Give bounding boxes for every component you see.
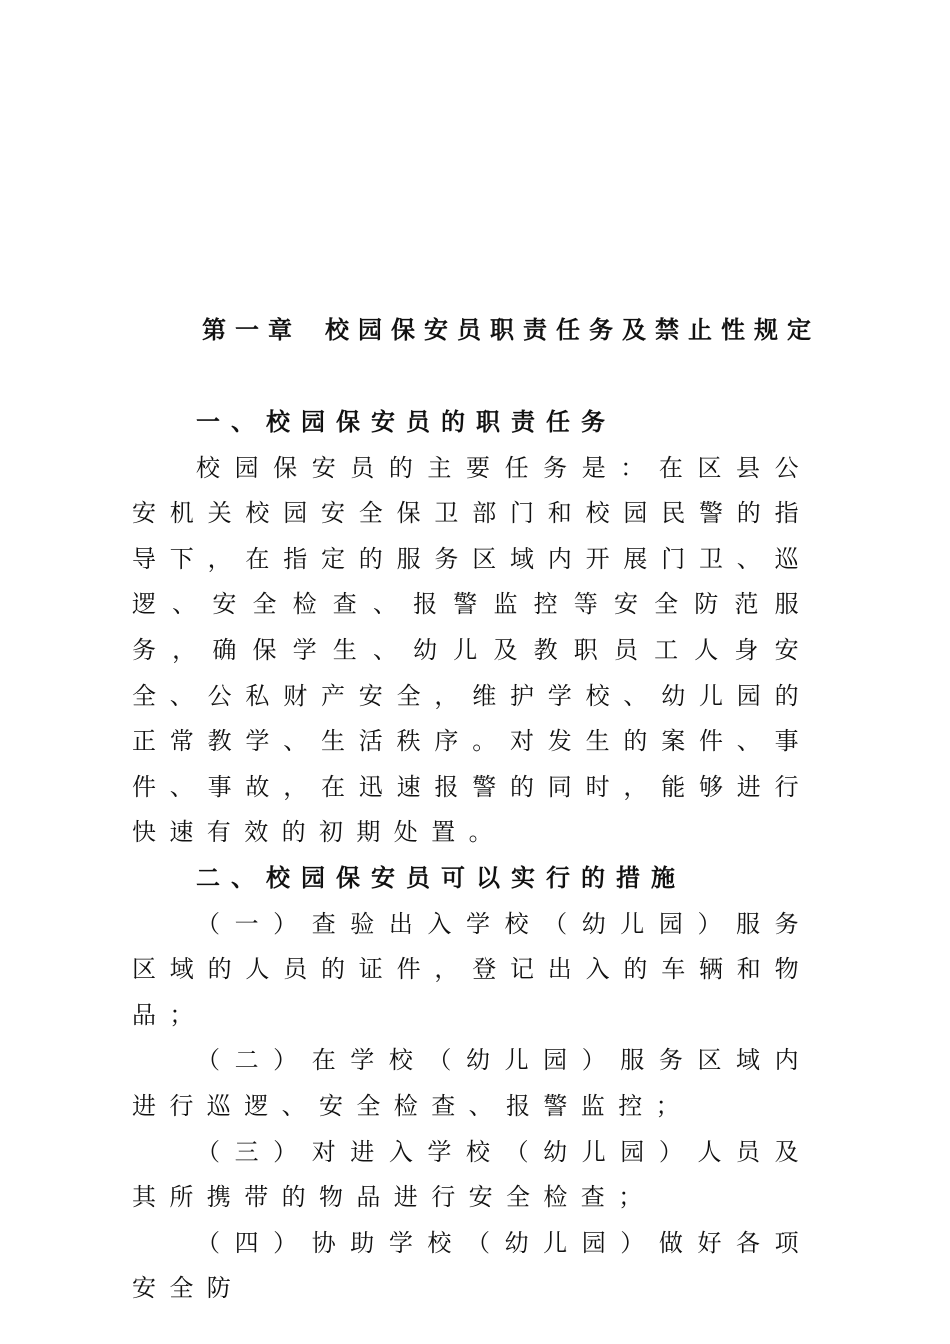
- section-2-paragraph-4: （四）协助学校（幼儿园）做好各项安全防: [132, 1228, 812, 1303]
- chapter-title: [202, 312, 842, 348]
- section-1-paragraph-1: 校园保安员的主要任务是：在区县公安机关校园安全保卫部门和校园民警的指导下，在指定的服务区域内开展门卫、巡逻、安全检查、报警监控等安全防范服务，确保学生、幼儿及教职员工人身安全、公私财产安全，维护学校、幼儿园的正常教学、生活秩序。对发生的案件、事件、事故，在迅速报警的同时，能够进行快速有效的初期处置。: [132, 453, 812, 847]
- document-body: [132, 400, 812, 1312]
- section-heading-1: 一、校园保安员的职责任务: [196, 408, 616, 436]
- section-2-paragraph-3: （三）对进入学校（幼儿园）人员及其所携带的物品进行安全检查；: [132, 1137, 812, 1212]
- chapter-title-text: 校园保安员职责任务及禁止性规定: [325, 316, 820, 344]
- section-heading-2: 二、校园保安员可以实行的措施: [196, 863, 686, 892]
- chapter-number: 第一章: [202, 316, 301, 344]
- section-2-paragraph-2: （二）在学校（幼儿园）服务区域内进行巡逻、安全检查、报警监控；: [132, 1046, 812, 1120]
- section-2-paragraph-1: （一）查验出入学校（幼儿园）服务区域的人员的证件，登记出入的车辆和物品；: [132, 909, 812, 1029]
